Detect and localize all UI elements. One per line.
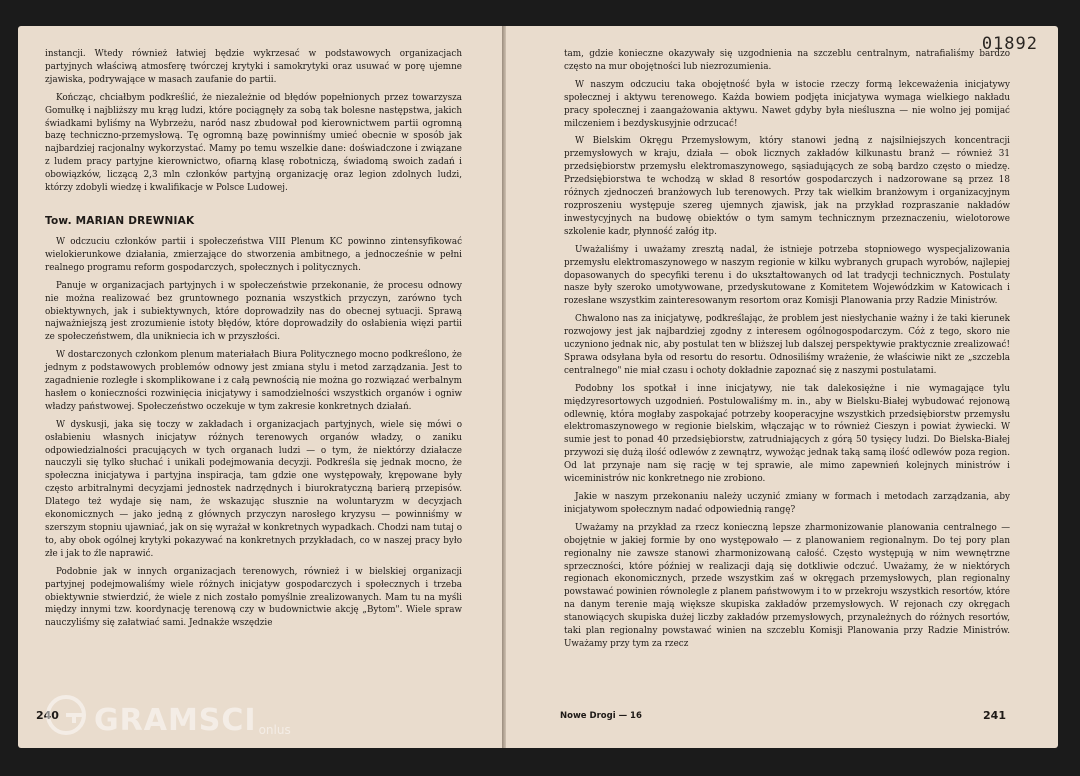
- paragraph: W dyskusji, jaka się toczy w zakładach i organizacjach partyjnych, wiele się mówi o osłabieniu własnych inicjatyw różnych terenowych organów władzy, o zaniku odpowiedzialności pracujących w tych organach ludzi — o tym, że niektórzy działacze nauczyli się tylko słuchać i unikali podejmowania decyzji. Podkreśla się jednak mocno, że społeczna inicjatywa i partyjna inspiracja, tam gdzie one występowały, krępowane były często arbitralnymi decyzjami jednostek nadrzędnych i biurokratyczną barierą przepisów. Dlatego też wydaje się nam, że wskazując słusznie na woluntaryzm w decyzjach ekonomicznych — jako jedną z głównych przyczyn narosłego kryzysu — powinniśmy w szerszym stopniu ujawniać, jak on się wyrażał w konkretnych wypadkach. Chodzi nam tutaj o to, aby obok ogólnej krytyki pokazywać na konkretnych przykładach, co w naszej pracy było złe i jak to źle naprawić.: [45, 419, 462, 559]
- gramsci-watermark: [44, 693, 291, 737]
- speaker-heading: Tow. MARIAN DREWNIAK: [45, 214, 195, 227]
- paragraph: Kończąc, chciałbym podkreślić, że niezależnie od błędów popełnionych przez towarzysza Gomułkę i najbliższy mu krąg ludzi, które pociągnęły za sobą tak bolesne następstwa, jakich świadkami byliśmy na Wybrzeżu, naród nasz zbudował pod kierownictwem partii ogromną bazę techniczno-przemysłową. Tę ogromną bazę powinniśmy umieć obecnie w sposób jak najbardziej racjonalny wykorzystać. Mamy po temu wszelkie dane: doświadczone i związane z ludem pracy partyjne kierownictwo, ofiarną klasę robotniczą, świadomą swoich zadań i obowiązków, liczącą 2,3 mln członków partyjną organizację oraz legion zdolnych ludzi, którzy zdobyli wiedzę i kwalifikacje w Polsce Ludowej.: [45, 92, 462, 194]
- left-page-text-top: [45, 48, 462, 195]
- paragraph: W naszym odczuciu taka obojętność była w istocie rzeczy formą lekceważenia inicjatywy społecznej i aktywu terenowego. Każda bowiem podjęta inicjatywa wymaga wielkiego nakładu pracy społecznej i zaangażowania aktywu. Nawet gdyby była nieśluszna — nie wolno jej pomijać milczeniem i bezdyskusyjnie odrzucać!: [564, 79, 1010, 129]
- paragraph: W dostarczonych członkom plenum materiałach Biura Politycznego mocno podkreślono, że jednym z podstawowych problemów odnowy jest zmiana stylu i metod zarządzania. Jest to zagadnienie rozległe i skomplikowane i z całą pewnością nie można go rozwiązać werbalnym hasłem o konieczności rozwinięcia inicjatywy i samodzielności wszystkich organów i ogniw władzy państwowej. Społeczeństwo oczekuje w tym zakresie konkretnych działań.: [45, 350, 462, 412]
- page-number-left: 240: [36, 709, 59, 722]
- paragraph: Podobny los spotkał i inne inicjatywy, nie tak dalekosiężne i nie wymagające tylu międzyresortowych uzgodnień. Postulowaliśmy m. in., aby w Bielsku-Białej wybudować rejonową odlewnię, która mogłaby zaspokajać potrzeby kooperacyjne wszystkich przedsiębiorstw przemysłu elektromaszynowego w regionie bielskim, włączając w to również Cieszyn i powiat żywiecki. W sumie jest to ponad 40 przedsiębiorstw, zatrudniających z górą 50 tysięcy ludzi. Do Bielska-Białej przywozi się dużą ilość odlewów z zewnątrz, wywożąc jednak taką samą ilość odlewów poza region. Od lat przynaje nam się rację w tej sprawie, ale mimo zapewnień kolejnych ministrów i wiceministrów nic konkretnego nie zrobiono.: [564, 383, 1010, 485]
- page-number-right: 241: [983, 709, 1006, 722]
- left-page: [18, 26, 502, 748]
- paragraph: Uważaliśmy i uważamy zresztą nadal, że istnieje potrzeba stopniowego wyspecjalizowania przemysłu elektromaszynowego w naszym regionie w kilku wybranych grupach wyrobów, najlepiej dopasowanych do specyfiki terenu i do ukształtowanych od lat tradycji technicznych. Postulaty nasze były szeroko umotywowane, przedyskutowane z Komitetem Wojewódzkim w Katowicach i rozesłane wszystkim zainteresowanym resortom oraz Komisji Planowania przy Radzie Ministrów.: [564, 244, 1010, 307]
- watermark-name: GRAMSCI: [94, 703, 257, 738]
- document-number-stamp: 01892: [981, 34, 1038, 54]
- paragraph: tam, gdzie konieczne okazywały się uzgodnienia na szczeblu centralnym, natrafialiśmy bardzo często na mur obojętności lub niezrozumienia.: [564, 49, 1010, 72]
- watermark-suffix: onlus: [258, 723, 291, 737]
- paragraph: instancji. Wtedy również łatwiej będzie wykrzesać w podstawowych organizacjach partyjnych właściwą atmosferę twórczej krytyki i samokrytyki oraz usuwać w porę ujemne zjawiska, podrywające w masach zaufanie do partii.: [45, 49, 462, 85]
- paragraph: W odczuciu członków partii i społeczeństwa VIII Plenum KC powinno zintensyfikować wielokierunkowe działania, zmierzające do stworzenia ambitnego, a jednocześnie w pełni realnego programu reform gospodarczych, społecznych i politycznych.: [45, 236, 462, 273]
- paragraph: Podobnie jak w innych organizacjach terenowych, również i w bielskiej organizacji partyjnej podejmowaliśmy wiele różnych inicjatyw gospodarczych i społecznych i trzeba obiektywnie stwierdzić, że wiele z nich zostało pomyślnie zrealizowanych. Mam tu na myśli między innymi tzw. koordynację terenową czy w budownictwie akcję „Bytom". Wiele spraw nauczyliśmy się załatwiać sami. Jednakże wszędzie: [45, 566, 462, 629]
- right-page: [506, 26, 1058, 748]
- journal-footer: Nowe Drogi — 16: [560, 711, 642, 721]
- paragraph: Panuje w organizacjach partyjnych i w społeczeństwie przekonanie, że procesu odnowy nie można realizować bez gruntownego poznania wszystkich przyczyn, zarówno tych obiektywnych, jak i subiektywnych, które doprowadziły nas do obecnej sytuacji. Sprawą najważniejszą jest zrozumienie istoty błędów, które doprowadziły do osłabienia więzi partii ze społeczeństwem, dla unikniecia ich w przyszłości.: [45, 280, 462, 343]
- gramsci-logo-icon: [44, 693, 88, 737]
- right-page-text: [564, 48, 1010, 651]
- paragraph: Chwalono nas za inicjatywę, podkreślając, że problem jest niesłychanie ważny i że taki kierunek rozwojowy jest jak najbardziej zgodny z interesem ogólnogospodarczym. Cóż z tego, skoro nie uczyniono jednak nic, aby postulat ten w bliższej lub dalszej perspektywie praktycznie zrealizować! Sprawa odsyłana była od resortu do resortu. Odnosiliśmy wrażenie, że właściwie nikt ze „szczebla centralnego" nie miał czasu i ochoty dokładnie zapoznać się z naszymi postulatami.: [564, 314, 1010, 376]
- paragraph: Uważamy na przykład za rzecz konieczną lepsze zharmonizowanie planowania centralnego — obojętnie w jakiej formie by ono występowało — z planowaniem regionalnym. Do tej pory plan regionalny nie zawsze stanowi zharmonizowaną całość. Często występują w nim wewnętrzne sprzeczności, które później w realizacji dają się dotkliwie odczuć. Uważamy, że w niektórych regionach ekonomicznych, przede wszystkim zaś w okręgach przemysłowych, plan regionalny powstawać powinien równolegle z planem państwowym i to w przekroju wszystkich resortów, które na danym terenie mają większe skupiska zakładów przemysłowych. W rejonach czy okręgach stanowiących skupiska dużej liczby zakładów przemysłowych, przynależnych do różnych resortów, taki plan regionalny powstawać winien na szczeblu Komisji Planowania przy Radzie Ministrów. Uważamy przy tym za rzecz: [564, 522, 1010, 649]
- paragraph: Jakie w naszym przekonaniu należy uczynić zmiany w formach i metodach zarządzania, aby inicjatywom społecznym nadać odpowiednią rangę?: [564, 492, 1010, 515]
- left-page-text-bottom: [45, 236, 462, 630]
- paragraph: W Bielskim Okręgu Przemysłowym, który stanowi jedną z najsilniejszych koncentracji przemysłowych w kraju, działa — obok licznych zakładów kilkunastu branż — również 31 przedsiębiorstw przemysłu elektromaszynowego, sąsiadujących ze sobą bardzo często o miedzę. Przedsiębiorstwa te wchodzą w skład 8 resortów gospodarczych i nadzorowane są przez 18 różnych zjednoczeń branżowych lub terenowych. Przy tak wielkim branżowym i organizacyjnym rozproszeniu występuje szereg ujemnych zjawisk, jak na przykład rozpraszanie nakładów inwestycyjnych na budowę obiektów o tym samym technicznym przeznaczeniu, wielotorowe szkolenie kadr, płynność załóg itp.: [564, 136, 1010, 237]
